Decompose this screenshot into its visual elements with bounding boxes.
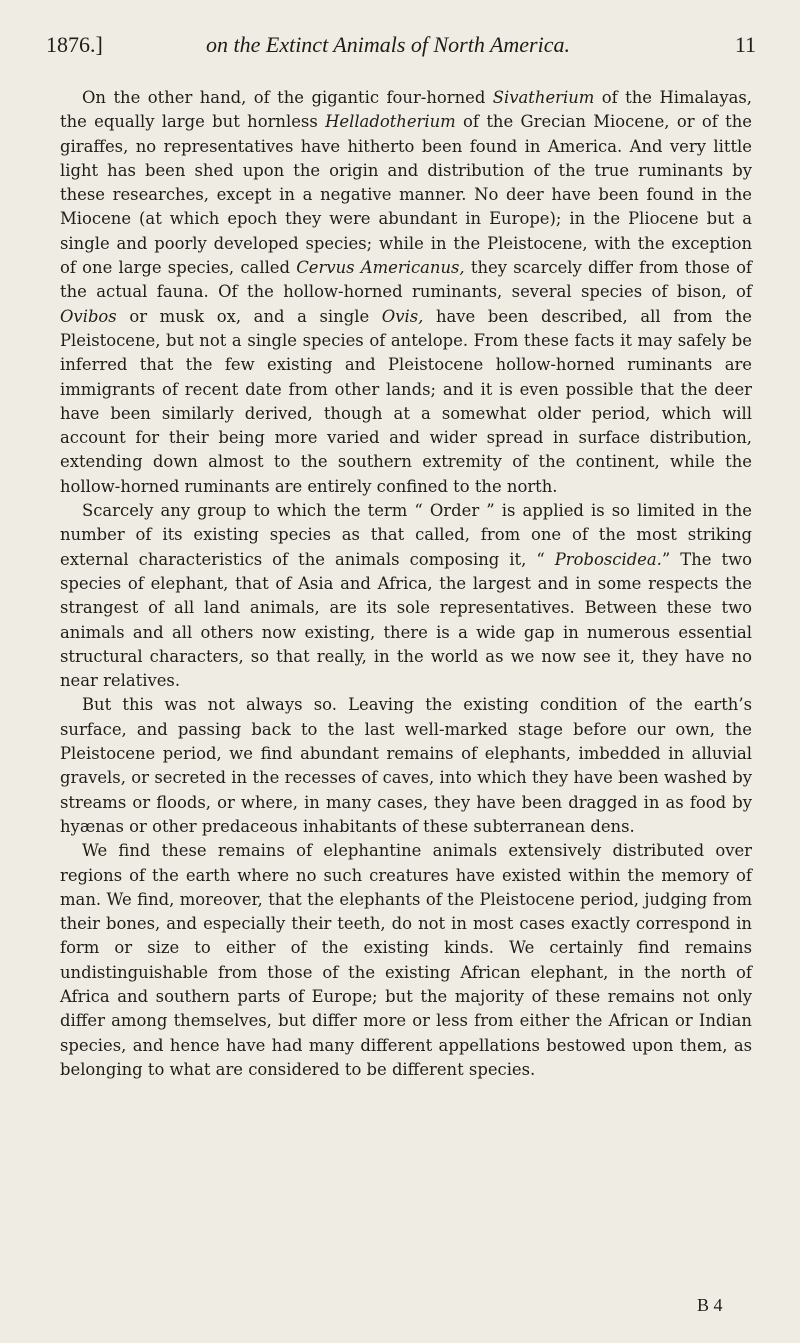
text-run: On the other hand, of the gigantic four-horned	[82, 88, 493, 107]
italic-run: Helladotherium	[325, 112, 456, 132]
text-run: they scarcely differ from those of the actual fauna. Of the hollow-horned ruminants, several species of bison, of	[60, 258, 752, 302]
header-year: 1876.]	[46, 32, 103, 57]
paragraph-3	[60, 693, 752, 839]
text-run: We find these remains of elephantine animals extensively distributed over regions of the earth where no such creatures have existed within the memory of man. We find, moreover, that the elephants of the Pleistocene period, judging from their bones, and especially their teeth, do not in most cases exactly correspond in form or size to either of the existing kinds. We certainly find remains undistinguishable from those of the existing African elephant, in the north of Africa and southern parts of Europe; but the majority of these remains not only differ among themselves, but differ more or less from either the African or Indian species, and hence have had many different appellations bestowed upon them, as belonging to what are considered to be different species.	[60, 841, 752, 1079]
italic-run: Proboscidea.	[554, 549, 662, 569]
paragraph-4	[60, 839, 752, 1082]
italic-run: Cervus Americanus,	[296, 258, 465, 278]
text-run: Scarcely any group to which the term “ Order ” is applied is so limited in the number of its existing species as that called, from one of the most striking external characteristics of the animals composing it, “	[60, 501, 752, 569]
text-run: ” The two species of elephant, that of Asia and Africa, the largest and in some respects the strangest of all land animals, are its sole representatives. Between these two animals and all others now existing, there is a wide gap in numerous essential structural characters, so that really, in the world as we now see it, they have no near relatives.	[60, 549, 752, 691]
italic-run: Ovis,	[381, 306, 424, 326]
signature-mark: B 4	[697, 1295, 723, 1315]
italic-run: Sivatherium	[492, 88, 595, 107]
text-run: or musk ox, and a single	[116, 306, 382, 326]
header-title: on the Extinct Animals of North America.	[206, 32, 570, 57]
italic-run: Ovibos	[60, 306, 117, 326]
text-run: But this was not always so. Leaving the existing condition of the earth’s surface, and passing back to the last well-marked stage before our own, the Pleistocene period, we find abundant remains of elephants, imbedded in alluvial gravels, or secreted in the recesses of caves, into which they have been washed by streams or floods, or where, in many cases, they have been dragged in as food by hyænas or other predaceous inhabitants of these subterranean dens.	[60, 695, 752, 836]
text-run: of the Grecian Miocene, or of the giraffes, no representatives have hitherto been found in America. And very little light has been shed upon the origin and distribution of the true ruminants by these researches, except in a negative manner. No deer have been found in the Miocene (at which epoch they were abundant in Europe); in the Pliocene but a single and poorly developed species; while in the Pleistocene, with the exception of one large species, called	[60, 112, 752, 278]
page-number: 11	[734, 32, 756, 57]
text-run: have been described, all from the Pleistocene, but not a single species of antelope. From these facts it may safely be inferred that the few existing and Pleistocene hollow-horned ruminants are immigrants of recent date from other lands; and it is even possible that the deer have been similarly derived, though at a somewhat older period, which will account for their being more varied and wider spread in surface distribution, extending down almost to the southern extremity of the continent, while the hollow-horned ruminants are entirely confined to the north.	[60, 306, 752, 496]
running-head	[46, 30, 756, 60]
paragraph-1	[60, 86, 752, 499]
body-text	[60, 86, 752, 1082]
text-run: of the Himalayas, the equally large but hornless	[60, 88, 752, 132]
paragraph-2	[60, 499, 752, 693]
